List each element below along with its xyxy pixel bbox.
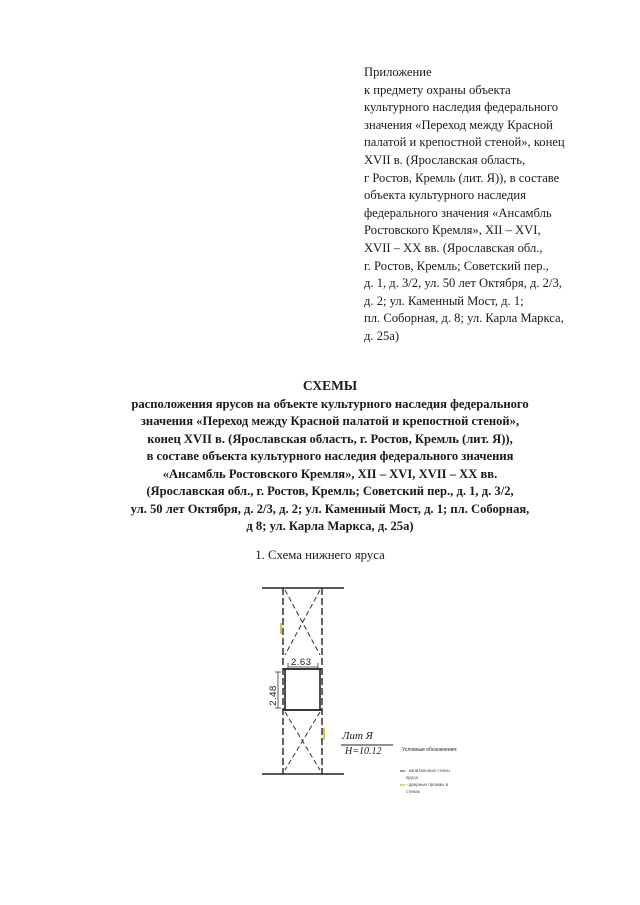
appendix-line: д. 2; ул. Каменный Мост, д. 1;	[364, 293, 524, 308]
title-line: в составе объекта культурного наследия федерального значения	[146, 449, 514, 463]
legend-item: - капитальные стены	[406, 768, 450, 773]
appendix-line: федерального значения «Ансамбль	[364, 205, 552, 220]
legend-item: стенах	[406, 789, 421, 794]
title-line: (Ярославская обл., г. Ростов, Кремль; Советский пер., д. 1, д. 3/2,	[146, 484, 514, 498]
appendix-line: Приложение	[364, 65, 432, 79]
appendix-line: г Ростов, Кремль (лит. Я)), в составе	[364, 170, 560, 185]
title-line: расположения ярусов на объекте культурного наследия федерального	[131, 396, 529, 411]
appendix-line: объекта культурного наследия	[364, 188, 526, 203]
appendix-line: г. Ростов, Кремль; Советский пер.,	[364, 258, 549, 273]
door-openings	[281, 623, 324, 740]
legend-title: Условные обозначения:	[402, 747, 458, 753]
appendix-line: палатой и крепостной стеной», конец	[364, 135, 565, 150]
legend-item: - дверные проемы в	[406, 782, 449, 787]
plan-walls	[262, 588, 344, 774]
appendix-line: к предмету охраны объекта	[364, 82, 511, 97]
upper-vault-cross	[285, 590, 320, 655]
building-height-label: H=10.12	[345, 746, 382, 757]
appendix-line: культурного наследия федерального	[364, 100, 559, 115]
title-line: значения «Переход между Красной палатой и крепостной стеной»,	[140, 414, 520, 428]
appendix-line: д. 1, д. 3/2, ул. 50 лет Октября, д. 2/3,	[364, 276, 562, 291]
title-line: д 8; ул. Карла Маркса, д. 25а)	[246, 519, 414, 533]
width-dimension: 2.63	[291, 657, 312, 668]
legend-item: яруса	[406, 775, 418, 780]
central-room	[285, 669, 320, 710]
appendix-line: значения «Переход между Красной	[364, 117, 553, 132]
title-line: конец XVII в. (Ярославская область, г. Ростов, Кремль (лит. Я)),	[147, 431, 513, 446]
lower-vault-cross	[285, 712, 320, 770]
scheme-subtitle: 1. Схема нижнего яруса	[255, 548, 385, 562]
height-dimension: 2.48	[267, 685, 279, 706]
appendix-line: пл. Соборная, д. 8; ул. Карла Маркса,	[364, 311, 564, 326]
title-line: «Ансамбль Ростовского Кремля», XII – XVI, XVII – XX вв.	[162, 466, 498, 481]
appendix-line: XVII в. (Ярославская область,	[364, 152, 526, 167]
title-heading: СХЕМЫ	[302, 378, 358, 393]
title-line: ул. 50 лет Октября, д. 2/3, д. 2; ул. Каменный Мост, д. 1; пл. Соборная,	[130, 501, 530, 516]
lit-label: Лит Я	[342, 730, 373, 742]
appendix-line: Ростовского Кремля», XII – XVI,	[364, 223, 541, 238]
appendix-line: XVII – XX вв. (Ярославская обл.,	[364, 240, 543, 255]
appendix-line: д. 25а)	[364, 328, 400, 343]
